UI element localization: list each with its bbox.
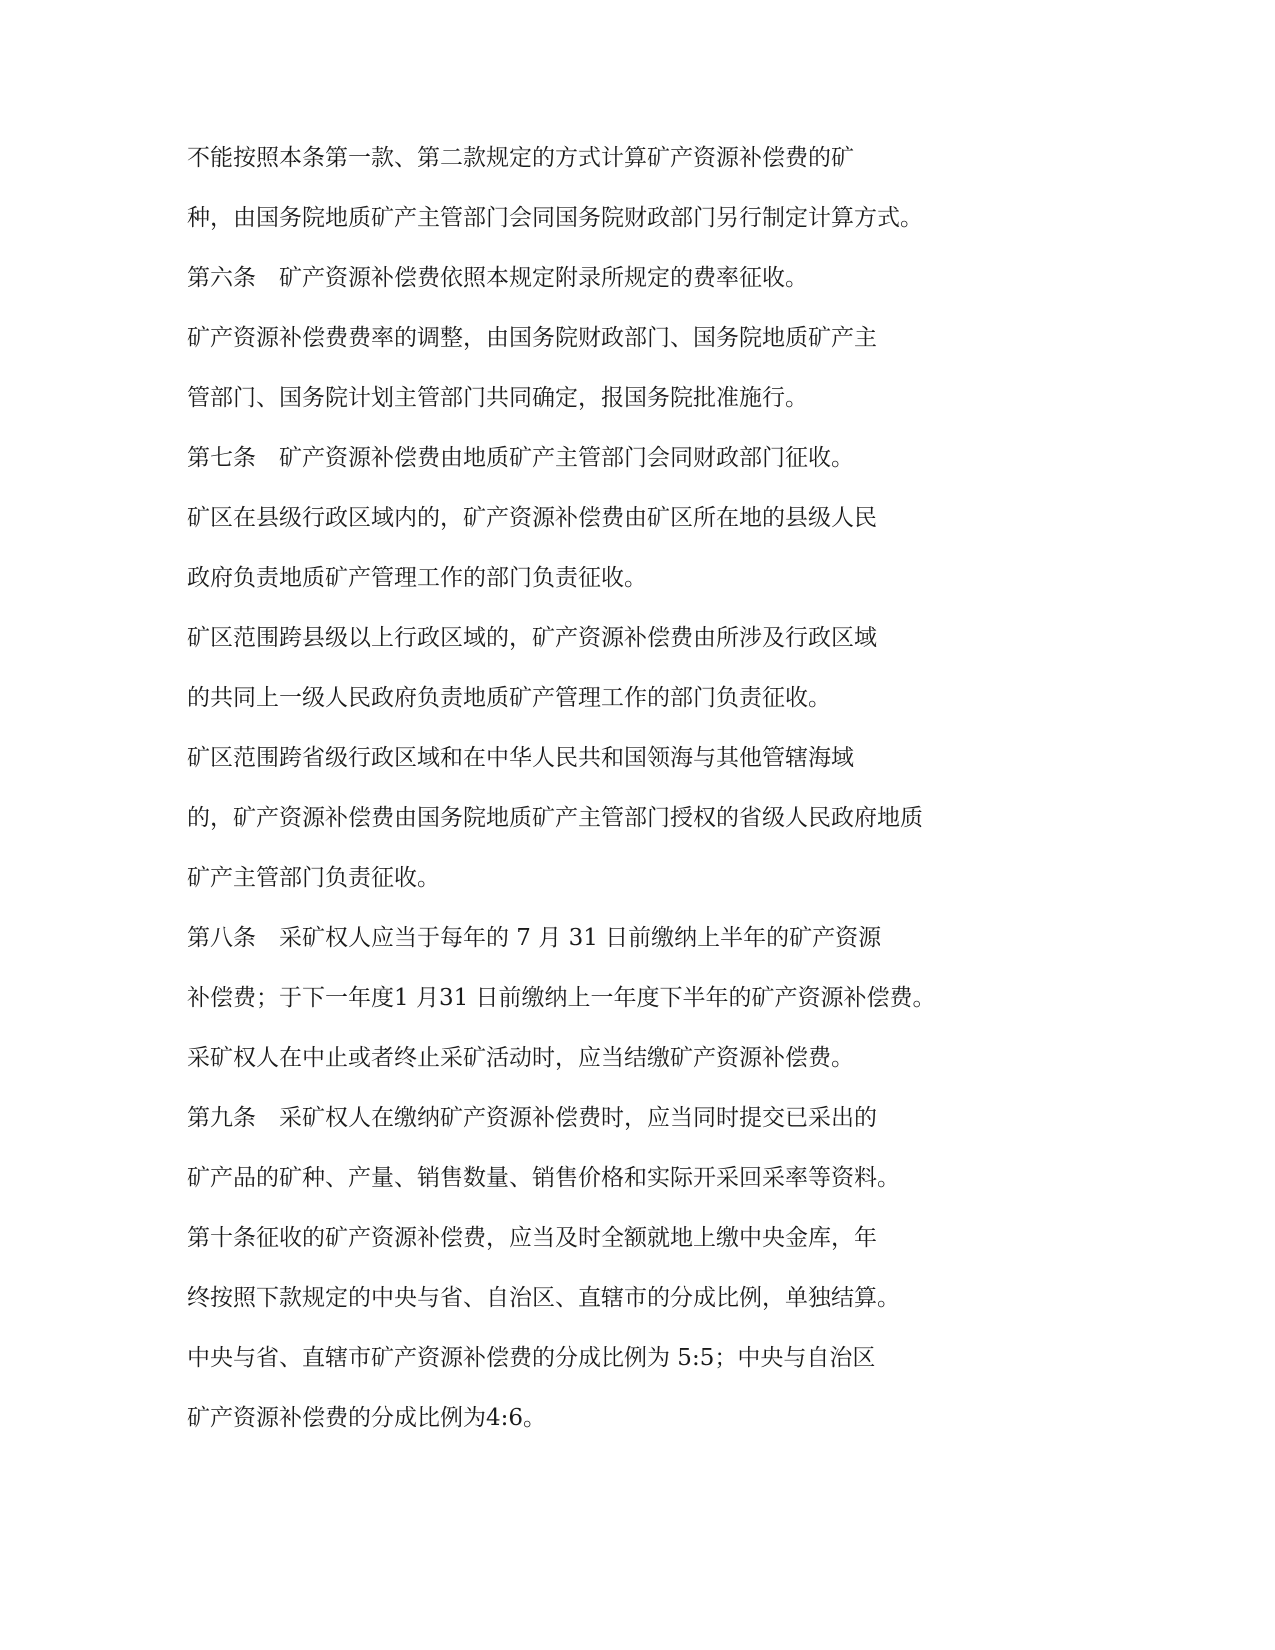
text-line: 矿产资源补偿费费率的调整，由国务院财政部门、国务院地质矿产主 <box>187 325 877 351</box>
text-line: 矿区范围跨县级以上行政区域的，矿产资源补偿费由所涉及行政区域 <box>187 625 877 651</box>
text-line: 的，矿产资源补偿费由国务院地质矿产主管部门授权的省级人民政府地质 <box>187 805 923 831</box>
text-line: 矿区范围跨省级行政区域和在中华人民共和国领海与其他管辖海域 <box>187 745 854 771</box>
text-line: 第七条 矿产资源补偿费由地质矿产主管部门会同财政部门征收。 <box>187 445 854 471</box>
text-line: 第六条 矿产资源补偿费依照本规定附录所规定的费率征收。 <box>187 265 808 291</box>
text-line: 政府负责地质矿产管理工作的部门负责征收。 <box>187 565 647 591</box>
text-line: 终按照下款规定的中央与省、自治区、直辖市的分成比例，单独结算。 <box>187 1285 900 1311</box>
text-line: 种，由国务院地质矿产主管部门会同国务院财政部门另行制定计算方式。 <box>187 205 923 231</box>
text-line: 第十条征收的矿产资源补偿费，应当及时全额就地上缴中央金库，年 <box>187 1225 877 1251</box>
text-line: 第八条 采矿权人应当于每年的 7 月 31 日前缴纳上半年的矿产资源 <box>187 925 882 951</box>
text-line: 矿产主管部门负责征收。 <box>187 865 440 891</box>
text-line: 矿区在县级行政区域内的，矿产资源补偿费由矿区所在地的县级人民 <box>187 505 877 531</box>
text-line: 矿产资源补偿费的分成比例为4:6。 <box>187 1405 547 1431</box>
text-line: 矿产品的矿种、产量、销售数量、销售价格和实际开采回采率等资料。 <box>187 1165 900 1191</box>
text-line: 补偿费；于下一年度1 月31 日前缴纳上一年度下半年的矿产资源补偿费。 <box>187 985 936 1011</box>
text-line: 不能按照本条第一款、第二款规定的方式计算矿产资源补偿费的矿 <box>187 145 854 171</box>
text-line: 的共同上一级人民政府负责地质矿产管理工作的部门负责征收。 <box>187 685 831 711</box>
text-line: 第九条 采矿权人在缴纳矿产资源补偿费时，应当同时提交已采出的 <box>187 1105 877 1131</box>
text-line: 中央与省、直辖市矿产资源补偿费的分成比例为 5:5；中央与自治区 <box>187 1345 876 1371</box>
text-line: 管部门、国务院计划主管部门共同确定，报国务院批准施行。 <box>187 385 808 411</box>
text-line: 采矿权人在中止或者终止采矿活动时，应当结缴矿产资源补偿费。 <box>187 1045 854 1071</box>
